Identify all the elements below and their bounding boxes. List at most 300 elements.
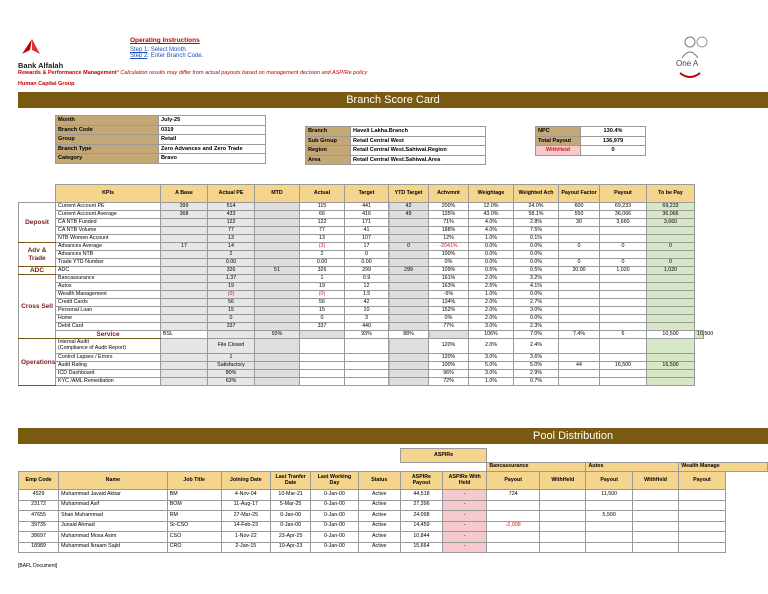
step2-link[interactable]: Step 2 [130, 53, 148, 59]
info-row [306, 155, 486, 165]
kpi-value: 135% [429, 211, 469, 219]
info-label: Category [56, 154, 159, 164]
product-header: Autos [586, 463, 679, 472]
disclaimer: * Calculation results may differ from actual payouts based on management decision and ASPIRe policy [116, 70, 368, 76]
employee-cell [586, 521, 632, 532]
kpi-value: (0) [300, 291, 345, 299]
kpi-value [559, 291, 600, 299]
kpi-value [161, 259, 208, 267]
kpi-value: 161% [429, 275, 469, 283]
kpi-value [647, 299, 695, 307]
kpi-value: 2.0% [469, 275, 514, 283]
kpi-value: 2.9% [514, 370, 559, 378]
employee-cell [487, 532, 540, 543]
kpi-value [255, 283, 300, 291]
emp-header-cell: Job Title [167, 472, 221, 490]
info-value: Bravo [159, 154, 266, 164]
employee-cell: 10-Apr-23 [271, 542, 311, 553]
employee-cell: 44,518 [400, 490, 442, 501]
kpi-value [647, 275, 695, 283]
kpi-value: 0.5% [514, 267, 559, 275]
kpi-value: 1 [208, 354, 255, 362]
emp-header-cell: Emp Code [19, 472, 59, 490]
blank-cell [311, 463, 358, 472]
group-label: Human Capital Group [18, 81, 75, 87]
kpi-value [161, 362, 208, 370]
employee-row [19, 532, 768, 543]
kpi-value: 326 [208, 267, 255, 275]
employee-cell: Sr-CSO [167, 521, 221, 532]
kpi-value: 0.00 [345, 259, 389, 267]
section-label: Adv & Trade [19, 243, 56, 267]
employee-cell [632, 511, 678, 522]
kpi-name: CA NTB Funded [56, 219, 161, 227]
info-value: Retail [159, 135, 266, 145]
kpi-value: 4.1% [514, 283, 559, 291]
kpi-value [559, 307, 600, 315]
kpi-value [255, 299, 300, 307]
kpi-value: 7.0% [514, 331, 559, 339]
kpi-value [600, 307, 647, 315]
kpi-value: 77% [429, 323, 469, 331]
kpi-value: -5% [429, 291, 469, 299]
employee-cell: 0-Jan-00 [311, 521, 358, 532]
kpi-value [559, 354, 600, 362]
employee-cell: BOM [167, 500, 221, 511]
kpi-value: 2.0% [469, 339, 514, 354]
blank-cell [540, 449, 586, 463]
info-label: Group [56, 135, 159, 145]
kpi-value: 36,066 [600, 211, 647, 219]
kpi-value: 2 [208, 251, 255, 259]
emp-header-row [19, 472, 768, 490]
employee-cell [632, 542, 678, 553]
employee-cell [586, 532, 632, 543]
kpi-value: 3,660 [647, 219, 695, 227]
blank-cell [59, 463, 168, 472]
kpi-value [161, 323, 208, 331]
kpi-value [647, 323, 695, 331]
kpi-value: 1.0% [469, 378, 514, 386]
info-row [306, 136, 486, 146]
kpi-value [255, 378, 300, 386]
employee-cell [679, 542, 725, 553]
step1-link[interactable]: Step 1 [130, 47, 148, 53]
kpi-name: Debit Card [56, 323, 161, 331]
kpi-value: 2.3% [514, 323, 559, 331]
blank-cell [221, 449, 271, 463]
kpi-value [389, 354, 429, 362]
kpi-value [389, 291, 429, 299]
operating-instructions [130, 37, 203, 59]
kpi-value: 0 [345, 251, 389, 259]
blank-cell [221, 463, 271, 472]
employee-cell: 0-Jan-00 [311, 490, 358, 501]
employee-cell: 38697 [19, 532, 59, 543]
kpi-value: 10 [345, 307, 389, 315]
blank-cell [271, 463, 311, 472]
kpi-value: 441 [345, 203, 389, 211]
employee-cell: 10-Mar-21 [271, 490, 311, 501]
employee-cell [540, 521, 586, 532]
employee-cell [632, 521, 678, 532]
scorecard-banner: Branch Score Card [18, 92, 768, 108]
kpi-value: (0) [208, 291, 255, 299]
kpi-value [345, 354, 389, 362]
kpi-row [19, 219, 704, 227]
kpi-value: (3) [300, 243, 345, 251]
kpi-value: 51 [255, 267, 300, 275]
employee-cell [540, 511, 586, 522]
kpi-value [600, 315, 647, 323]
kpi-value [647, 370, 695, 378]
kpi-value: 299 [345, 267, 389, 275]
kpi-value: 3.0% [469, 370, 514, 378]
emp-header-cell: Joining Date [221, 472, 271, 490]
employee-cell: - [443, 532, 487, 543]
info-label: Total Payout [536, 136, 581, 146]
kpi-value: 120% [429, 339, 469, 354]
kpi-value: 0 [389, 243, 429, 251]
kpi-name: CA NTB Volume [56, 227, 161, 235]
blank-cell [679, 449, 725, 463]
kpi-header-cell: Payout [600, 185, 647, 203]
rpm-title-line [18, 70, 367, 76]
employee-cell: 0-Jan-00 [311, 532, 358, 543]
kpi-value: 72% [429, 378, 469, 386]
employee-cell: 23172 [19, 500, 59, 511]
kpi-value [647, 315, 695, 323]
employee-cell: 0-Jan-00 [311, 542, 358, 553]
kpi-header-cell: Actual [300, 185, 345, 203]
emp-header-cell: WithHeld [632, 472, 678, 490]
employee-table [18, 448, 768, 553]
employee-cell [632, 500, 678, 511]
blank-cell [586, 449, 632, 463]
employee-row [19, 521, 768, 532]
kpi-value: 96% [429, 370, 469, 378]
kpi-value: 109% [429, 267, 469, 275]
kpi-value [647, 283, 695, 291]
kpi-value: 5.0% [514, 362, 559, 370]
blank-cell [19, 449, 59, 463]
aspire-header: ASPIRe [400, 449, 487, 463]
kpi-value [600, 251, 647, 259]
kpi-value [161, 307, 208, 315]
emp-header-cell: Status [358, 472, 400, 490]
pool-banner [18, 428, 768, 444]
kpi-value: 440 [345, 323, 389, 331]
kpi-value: 399 [161, 203, 208, 211]
step1-text: : Select Month. [147, 47, 188, 53]
kpi-value [300, 331, 345, 339]
kpi-row [19, 370, 704, 378]
kpi-value [161, 251, 208, 259]
kpi-value [345, 339, 389, 354]
kpi-value: 326 [300, 267, 345, 275]
emp-header-mid [19, 463, 768, 472]
swoosh-icon [676, 69, 716, 81]
kpi-row [19, 378, 704, 386]
kpi-value: 0.7% [514, 378, 559, 386]
employee-cell: BM [167, 490, 221, 501]
employee-cell: 10,844 [400, 532, 442, 543]
info-label: WithHeld [536, 146, 581, 156]
people-logo-icon [676, 34, 768, 62]
kpi-name: KYC /AML Remediation [56, 378, 161, 386]
emp-header-cell: Payout [487, 472, 540, 490]
emp-header-top [19, 449, 768, 463]
kpi-value [600, 370, 647, 378]
kpi-row [19, 203, 704, 211]
kpi-value: 152% [429, 307, 469, 315]
kpi-value [161, 267, 208, 275]
kpi-value: 49 [389, 211, 429, 219]
kpi-value [389, 283, 429, 291]
kpi-value: 4.0% [469, 219, 514, 227]
kpi-value: 13 [208, 235, 255, 243]
employee-cell: RM [167, 511, 221, 522]
kpi-value: 600 [559, 203, 600, 211]
info-label: Branch Code [56, 125, 159, 135]
kpi-value: 3.0% [514, 307, 559, 315]
kpi-value [255, 219, 300, 227]
kpi-name: Credit Cards [56, 299, 161, 307]
kpi-header-cell: To be Pay [647, 185, 695, 203]
kpi-value: 17 [161, 243, 208, 251]
kpi-row [19, 331, 704, 339]
kpi-value [255, 259, 300, 267]
kpi-name: Trade YTD Number [56, 259, 161, 267]
employee-cell [679, 500, 725, 511]
info-row [306, 127, 486, 137]
kpi-value: 17 [345, 243, 389, 251]
kpi-value [389, 307, 429, 315]
employee-cell: Muhammad Mosa Asim [59, 532, 168, 543]
employee-cell [540, 532, 586, 543]
emp-header-cell: Last Working Day [311, 472, 358, 490]
kpi-value: 0 [559, 243, 600, 251]
kpi-value: 1,020 [647, 267, 695, 275]
kpi-row [19, 291, 704, 299]
kpi-value: 30 [559, 219, 600, 227]
kpi-value [255, 211, 300, 219]
kpi-value [647, 378, 695, 386]
blank-cell [311, 449, 358, 463]
kpi-value [389, 219, 429, 227]
kpi-value [300, 362, 345, 370]
kpi-value: 2.0% [469, 307, 514, 315]
kpi-value: 63% [208, 378, 255, 386]
kpi-header-cell: YTD Target [389, 185, 429, 203]
kpi-row [19, 243, 704, 251]
section-label: Cross Sell [19, 275, 56, 339]
kpi-value: 0.00 [208, 259, 255, 267]
employee-cell: 11-Aug-17 [221, 500, 271, 511]
employee-row [19, 500, 768, 511]
info-label: Region [306, 146, 351, 156]
kpi-value [600, 378, 647, 386]
kpi-value: 0.0% [469, 259, 514, 267]
kpi-row [19, 315, 704, 323]
kpi-value: 3.6% [514, 354, 559, 362]
kpi-value: 80% [208, 370, 255, 378]
kpi-value: 0 [300, 315, 345, 323]
kpi-header-cell: KPIs [56, 185, 161, 203]
kpi-value [161, 339, 208, 354]
kpi-value [255, 354, 300, 362]
kpi-value: 42 [389, 203, 429, 211]
one-logo [676, 34, 768, 90]
kpi-value [161, 315, 208, 323]
kpi-value: 0 [559, 259, 600, 267]
kpi-value: 20.00 [559, 267, 600, 275]
kpi-value: 69,233 [600, 203, 647, 211]
product-header: Bancassurance [487, 463, 586, 472]
instructions-title: Operating Instructions [130, 37, 200, 44]
kpi-value [389, 339, 429, 354]
blank-cell [487, 449, 540, 463]
employee-cell: - [443, 490, 487, 501]
employee-cell [679, 511, 725, 522]
emp-header-cell: Last Tranfer Date [271, 472, 311, 490]
employee-cell [679, 490, 725, 501]
kpi-value: 2.0% [469, 315, 514, 323]
section-label: Operations [19, 339, 56, 386]
kpi-row [19, 339, 704, 354]
kpi-value [600, 354, 647, 362]
info-row [56, 135, 266, 145]
employee-cell: 5,500 [586, 511, 632, 522]
kpi-value: 122 [300, 219, 345, 227]
kpi-value [647, 307, 695, 315]
kpi-value [208, 331, 255, 339]
kpi-value: 106% [469, 331, 514, 339]
kpi-value [559, 323, 600, 331]
kpi-name: BSL [161, 331, 208, 339]
kpi-value: 56 [300, 299, 345, 307]
info-value: 130.4% [581, 127, 646, 137]
kpi-value: 100% [429, 251, 469, 259]
kpi-value [389, 299, 429, 307]
kpi-row [19, 307, 704, 315]
employee-row [19, 542, 768, 553]
kpi-value [429, 331, 469, 339]
info-row [536, 136, 646, 146]
blank-cell [167, 449, 221, 463]
kpi-value: 16,500 [647, 362, 695, 370]
kpi-value: 1.0% [469, 291, 514, 299]
employee-cell: Active [358, 500, 400, 511]
employee-cell [487, 542, 540, 553]
kpi-value: 2.8% [514, 219, 559, 227]
kpi-value: 7.5% [514, 227, 559, 235]
kpi-value: 0 [600, 243, 647, 251]
kpi-value [255, 235, 300, 243]
kpi-value [647, 235, 695, 243]
kpi-value: 10,500 [647, 331, 695, 339]
kpi-value [255, 227, 300, 235]
info-row [536, 127, 646, 137]
product-header: Wealth Manage [679, 463, 768, 472]
rpm-title: Rewards & Performance Management [18, 70, 117, 76]
kpi-row [19, 235, 704, 243]
kpi-value: 36,066 [647, 211, 695, 219]
kpi-value: 93% [345, 331, 389, 339]
kpi-value [559, 370, 600, 378]
employee-cell: Active [358, 542, 400, 553]
emp-header-cell: ASPIRe Payout [400, 472, 442, 490]
employee-cell: CSO [167, 532, 221, 543]
kpi-value [647, 339, 695, 354]
section-label: Service [56, 331, 161, 339]
employee-cell: 39735 [19, 521, 59, 532]
kpi-name: Bancassurance [56, 275, 161, 283]
kpi-value [559, 339, 600, 354]
employee-cell: 15,664 [400, 542, 442, 553]
employee-cell: - [443, 500, 487, 511]
employee-cell: Muhammad Javaid Akbar [59, 490, 168, 501]
kpi-value: 3.2% [514, 275, 559, 283]
kpi-name: Home [56, 315, 161, 323]
kpi-row [19, 259, 704, 267]
kpi-value: 0 [647, 259, 695, 267]
kpi-header-cell: MTD [255, 185, 300, 203]
blank-cell [400, 463, 442, 472]
kpi-value: 56 [208, 299, 255, 307]
employee-cell: - [443, 511, 487, 522]
kpi-name: Control Lapses / Errors [56, 354, 161, 362]
employee-cell [540, 500, 586, 511]
employee-cell: CRO [167, 542, 221, 553]
employee-cell [632, 532, 678, 543]
kpi-value [559, 235, 600, 243]
kpi-header-cell: A Base [161, 185, 208, 203]
employee-cell: - [443, 521, 487, 532]
kpi-value: 200% [429, 203, 469, 211]
employee-cell: Active [358, 511, 400, 522]
employee-cell: 0-Jan-00 [311, 511, 358, 522]
kpi-value: 14 [208, 243, 255, 251]
kpi-value: 12 [345, 283, 389, 291]
kpi-value: 3,660 [600, 219, 647, 227]
kpi-value [647, 291, 695, 299]
kpi-row [19, 227, 704, 235]
kpi-row [19, 275, 704, 283]
section-label: Deposit [19, 203, 56, 243]
blank-cell [443, 463, 487, 472]
kpi-value: 19 [300, 283, 345, 291]
bank-name: Bank Alfalah [18, 61, 64, 70]
kpi-value [161, 219, 208, 227]
kpi-value: 0.0% [514, 259, 559, 267]
employee-cell: 18989 [19, 542, 59, 553]
kpi-value: 10,500 [695, 331, 704, 339]
kpi-name: Advances NTB [56, 251, 161, 259]
employee-cell: 1-Nov-22 [221, 532, 271, 543]
kpi-value: 5.0% [469, 362, 514, 370]
kpi-name: ICD Dashboard [56, 370, 161, 378]
kpi-header-cell: Weighted Ach [514, 185, 559, 203]
emp-header-cell: WithHeld [540, 472, 586, 490]
info-value[interactable]: July-25 [159, 116, 266, 126]
employee-cell: 5-Mar-25 [271, 500, 311, 511]
kpi-value [161, 227, 208, 235]
employee-cell: Active [358, 521, 400, 532]
kpi-value [345, 370, 389, 378]
kpi-value: 115 [300, 203, 345, 211]
info-value[interactable]: 0319 [159, 125, 266, 135]
